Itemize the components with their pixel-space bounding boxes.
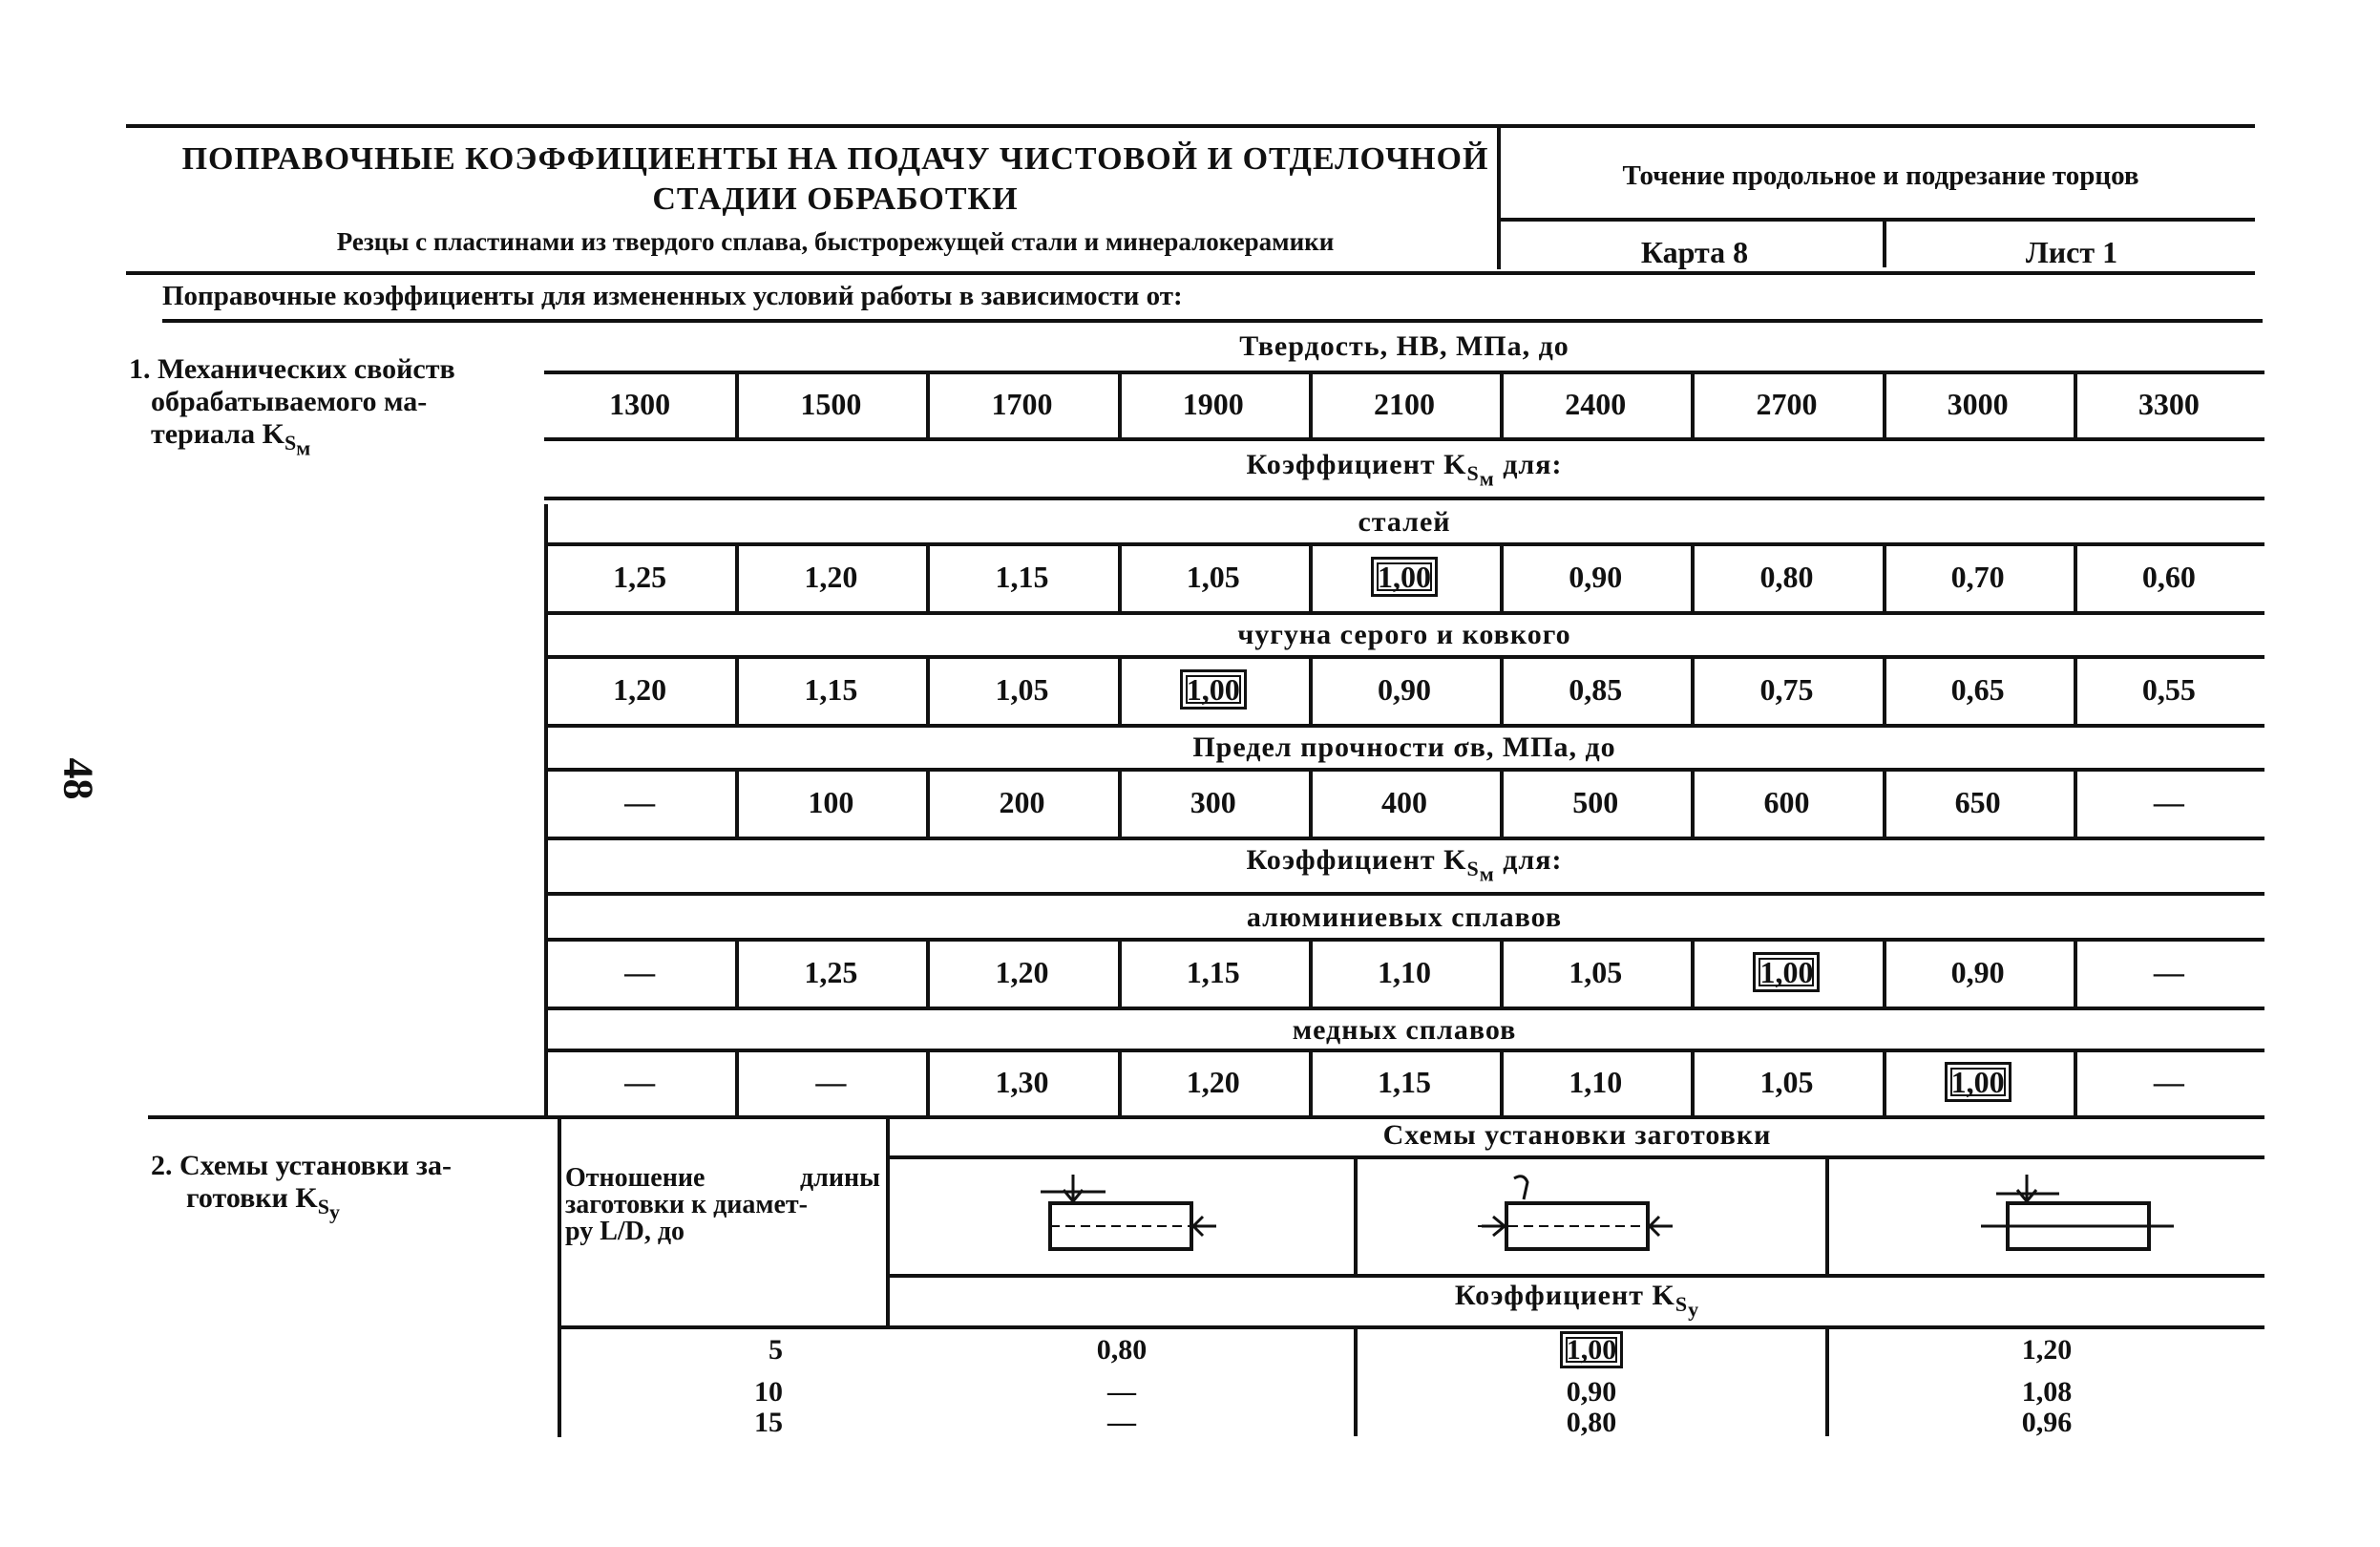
- ksy-row-ld: [668, 1408, 783, 1438]
- ratio-label-line3: ру L/D, до: [565, 1217, 685, 1246]
- scheme-2-diagram: [1468, 1173, 1688, 1259]
- scheme-divider-2: [1825, 1157, 1829, 1274]
- section2-label-line2: готовки $K_{S_у}$: [186, 1182, 340, 1224]
- coef-ksy-bottom-rule: [561, 1325, 2264, 1329]
- ksy-row-s1: [890, 1335, 1354, 1366]
- iron-row-cell: [544, 672, 735, 708]
- aluminum-row-value: 1,00: [1753, 952, 1820, 992]
- header-top-rule: [126, 124, 2255, 128]
- copper-row-value: 1,15: [1377, 1065, 1431, 1099]
- hardness-row-value: 1900: [1182, 387, 1244, 421]
- page-number: 48: [54, 757, 102, 800]
- strength-row-cell: [1118, 785, 1309, 820]
- section2-left-border: [558, 1117, 561, 1437]
- hardness-row-bottom-rule: [544, 437, 2264, 441]
- steels-title: сталей: [1358, 506, 1451, 538]
- ksy-row-s2: [1358, 1335, 1825, 1366]
- ksy-value: 1,00: [1560, 1331, 1624, 1368]
- conditions-note: Поправочные коэффициенты для измененных условий работы в зависимости от:: [162, 281, 1183, 311]
- strength-row-value: 300: [1190, 785, 1236, 819]
- steels-row-value: 1,00: [1371, 557, 1438, 597]
- iron-row-bottom-rule: [544, 724, 2264, 728]
- ksy-row-s2: [1358, 1377, 1825, 1408]
- copper-row-cell: [544, 1065, 735, 1100]
- section1-label-line3: териала $K_{S_м}$: [151, 418, 311, 460]
- hardness-row-value: 2700: [1756, 387, 1818, 421]
- operation-title: Точение продольное и подрезание торцов: [1622, 160, 2139, 191]
- ksy-divider-2: [1825, 1329, 1829, 1436]
- aluminum-row-cell: [1118, 955, 1309, 990]
- iron-row-value: 0,55: [2141, 672, 2196, 707]
- card-divider: [1883, 222, 1886, 267]
- strength-row-value: 650: [1954, 785, 2001, 819]
- ksy-row-s3: [1829, 1335, 2264, 1366]
- hardness-row-cell: [1118, 387, 1309, 422]
- ksy-value: —: [1107, 1407, 1136, 1438]
- iron-row-top-rule: [544, 655, 2264, 659]
- aluminum-row-value: 1,05: [1569, 955, 1623, 989]
- ksy-value: 5: [769, 1334, 783, 1366]
- steels-row-value: 1,20: [804, 560, 858, 594]
- steels-row-cell: [1883, 560, 2074, 595]
- aluminum-row-cell: [1883, 955, 2074, 990]
- aluminum-row-value: 1,25: [804, 955, 858, 989]
- strength-row-cell: [1883, 785, 2074, 820]
- strength-row-value: 200: [999, 785, 1045, 819]
- coef-ksm-title-2: Коэффициент $K_{S_м}$ для:: [1246, 844, 1563, 886]
- copper-row-cell: [1118, 1065, 1309, 1100]
- hardness-row-value: 1500: [800, 387, 862, 421]
- hardness-title: Твердость, НВ, МПа, до: [1239, 330, 1569, 362]
- iron-row-cell: [1883, 672, 2074, 708]
- aluminum-row-value: 1,20: [995, 955, 1049, 989]
- iron-row-value: 0,90: [1377, 672, 1431, 707]
- note-rule: [162, 319, 2263, 323]
- hardness-row-cell: [1691, 387, 1882, 422]
- ksy-value: —: [1107, 1376, 1136, 1408]
- aluminum-row-cell: [1500, 955, 1691, 990]
- steels-row-value: 1,25: [613, 560, 667, 594]
- aluminum-row-value: —: [2153, 955, 2184, 989]
- copper-row-cell: [2074, 1065, 2264, 1100]
- coef-ksm-2-rule: [544, 892, 2264, 896]
- scheme-1-diagram: [1031, 1173, 1222, 1259]
- steels-row-value: 1,05: [1186, 560, 1240, 594]
- copper-row-cell: [1691, 1065, 1882, 1100]
- ksy-row-ld: [668, 1335, 783, 1366]
- ksy-value: 0,96: [2021, 1407, 2073, 1438]
- aluminum-row-cell: [1691, 955, 1882, 990]
- steels-row-value: 0,80: [1759, 560, 1814, 594]
- hardness-row-cell: [1883, 387, 2074, 422]
- coef-ksm-title: Коэффициент $K_{S_м}$ для:: [1246, 449, 1563, 491]
- iron-row-cell: [2074, 672, 2264, 708]
- ksy-value: 15: [754, 1407, 783, 1438]
- iron-row-value: 1,15: [804, 672, 858, 707]
- strength-row-cell: [1691, 785, 1882, 820]
- hardness-row-cell: [1500, 387, 1691, 422]
- strength-row-cell: [2074, 785, 2264, 820]
- aluminum-title: алюминиевых сплавов: [1246, 901, 1563, 933]
- copper-row-value: 1,10: [1569, 1065, 1623, 1099]
- ksy-row-s1: [890, 1408, 1354, 1438]
- aluminum-row-top-rule: [544, 938, 2264, 942]
- iron-row-cell: [1309, 672, 1500, 708]
- steels-row-cell: [1500, 560, 1691, 595]
- aluminum-row-value: —: [624, 955, 656, 989]
- coef-ksy-title: Коэффициент $K_{S_у}$: [1454, 1280, 1700, 1322]
- strength-row-cell: [544, 785, 735, 820]
- copper-row-top-rule: [544, 1049, 2264, 1052]
- steels-row-bottom-rule: [544, 611, 2264, 615]
- hardness-row-cell: [1309, 387, 1500, 422]
- steels-row-cell: [1118, 560, 1309, 595]
- hardness-row-cell: [2074, 387, 2264, 422]
- aluminum-row-value: 0,90: [1950, 955, 2005, 989]
- ksy-value: 1,20: [2021, 1334, 2073, 1366]
- scheme-divider-1: [1354, 1157, 1358, 1274]
- iron-row-cell: [1691, 672, 1882, 708]
- steels-row-cell: [1691, 560, 1882, 595]
- aluminum-row-cell: [926, 955, 1117, 990]
- steels-row-cell: [1309, 560, 1500, 595]
- hardness-row-value: 2100: [1373, 387, 1435, 421]
- copper-row-value: —: [624, 1065, 656, 1099]
- iron-row-cell: [1118, 672, 1309, 708]
- ratio-label-line2: заготовки к диамет-: [565, 1190, 808, 1219]
- strength-row-top-rule: [544, 768, 2264, 772]
- iron-row-value: 0,85: [1569, 672, 1623, 707]
- copper-row-value: —: [815, 1065, 847, 1099]
- section1-left-border: [544, 504, 548, 1115]
- ksy-divider-1: [1354, 1329, 1358, 1436]
- strength-row-cell: [1500, 785, 1691, 820]
- hardness-row-cell: [926, 387, 1117, 422]
- ksy-row-s2: [1358, 1408, 1825, 1438]
- iron-row-value: 0,65: [1950, 672, 2005, 707]
- hardness-row-value: 1300: [609, 387, 671, 421]
- ratio-label: [565, 1165, 880, 1245]
- copper-row-value: —: [2153, 1065, 2184, 1099]
- section1-label-line2: обрабатываемого ма-: [151, 386, 428, 417]
- ratio-label-line1: Отношение длины: [565, 1163, 880, 1193]
- card-label: Карта 8: [1640, 235, 1749, 269]
- iron-row-value: 0,75: [1759, 672, 1814, 707]
- strength-title: Предел прочности σв, МПа, до: [1192, 731, 1616, 763]
- header-subtitle: Резцы с пластинами из твердого сплава, быстрорежущей стали и минералокерамики: [336, 227, 1335, 256]
- steels-row-top-rule: [544, 542, 2264, 546]
- ksy-value: 10: [754, 1376, 783, 1408]
- strength-row-cell: [1309, 785, 1500, 820]
- copper-row-value: 1,00: [1945, 1062, 2011, 1102]
- ksy-value: 0,90: [1566, 1376, 1617, 1408]
- copper-row-cell: [926, 1065, 1117, 1100]
- steels-row-cell: [735, 560, 926, 595]
- strength-row-value: 400: [1380, 785, 1427, 819]
- header-title-line2: СТАДИИ ОБРАБОТКИ: [652, 181, 1019, 217]
- header-title-line1: ПОПРАВОЧНЫЕ КОЭФФИЦИЕНТЫ НА ПОДАЧУ ЧИСТОВОЙ И ОТДЕЛОЧНОЙ: [181, 141, 1489, 177]
- operation-rule: [1501, 218, 2255, 222]
- copper-row-cell: [1309, 1065, 1500, 1100]
- coef-ksm-rule: [544, 497, 2264, 500]
- iron-row-cell: [735, 672, 926, 708]
- steels-row-cell: [926, 560, 1117, 595]
- hardness-row-top-rule: [544, 371, 2264, 374]
- aluminum-row-cell: [2074, 955, 2264, 990]
- ksy-value: 0,80: [1096, 1334, 1148, 1366]
- iron-row-cell: [1500, 672, 1691, 708]
- aluminum-row-cell: [544, 955, 735, 990]
- hardness-row-value: 2400: [1565, 387, 1627, 421]
- section1-label-line1: 1. Механических свойств: [129, 353, 455, 385]
- strength-row-value: —: [2153, 785, 2184, 819]
- aluminum-row-value: 1,10: [1377, 955, 1431, 989]
- strength-row-cell: [926, 785, 1117, 820]
- iron-row-value: 1,05: [995, 672, 1049, 707]
- section2-label-line1: 2. Схемы установки за-: [151, 1150, 452, 1181]
- ksy-value: 1,08: [2021, 1376, 2073, 1408]
- ksy-row-s3: [1829, 1377, 2264, 1408]
- schemes-title: Схемы установки заготовки: [1382, 1119, 1772, 1151]
- hardness-row-cell: [544, 387, 735, 422]
- strength-row-cell: [735, 785, 926, 820]
- copper-row-cell: [735, 1065, 926, 1100]
- hardness-row-cell: [735, 387, 926, 422]
- coef-ksy-top-rule: [890, 1274, 2264, 1278]
- copper-row-value: 1,30: [995, 1065, 1049, 1099]
- iron-title: чугуна серого и ковкого: [1237, 619, 1571, 650]
- steels-row-value: 0,60: [2141, 560, 2196, 594]
- hardness-row-value: 3000: [1947, 387, 2009, 421]
- strength-row-bottom-rule: [544, 837, 2264, 840]
- strength-row-value: 500: [1572, 785, 1619, 819]
- scheme-3-diagram: [1971, 1173, 2181, 1259]
- copper-row-cell: [1500, 1065, 1691, 1100]
- aluminum-row-value: 1,15: [1186, 955, 1240, 989]
- copper-row-value: 1,20: [1186, 1065, 1240, 1099]
- strength-row-value: 100: [808, 785, 854, 819]
- strength-row-value: —: [624, 785, 656, 819]
- iron-row-value: 1,00: [1180, 669, 1247, 710]
- sheet-label: Лист 1: [2025, 235, 2118, 269]
- steels-row-cell: [2074, 560, 2264, 595]
- copper-row-cell: [1883, 1065, 2074, 1100]
- header-bottom-rule: [126, 271, 2255, 275]
- steels-row-value: 0,90: [1569, 560, 1623, 594]
- copper-title: медных сплавов: [1292, 1014, 1517, 1046]
- aluminum-row-cell: [1309, 955, 1500, 990]
- strength-row-value: 600: [1763, 785, 1810, 819]
- copper-row-value: 1,05: [1759, 1065, 1814, 1099]
- aluminum-row-bottom-rule: [544, 1007, 2264, 1010]
- iron-row-cell: [926, 672, 1117, 708]
- ksy-row-ld: [668, 1377, 783, 1408]
- steels-row-value: 1,15: [995, 560, 1049, 594]
- ksy-row-s1: [890, 1377, 1354, 1408]
- iron-row-value: 1,20: [613, 672, 667, 707]
- header-divider: [1497, 126, 1501, 269]
- steels-row-value: 0,70: [1950, 560, 2005, 594]
- hardness-row-value: 3300: [2138, 387, 2200, 421]
- aluminum-row-cell: [735, 955, 926, 990]
- steels-row-cell: [544, 560, 735, 595]
- ksy-row-s3: [1829, 1408, 2264, 1438]
- schemes-rule: [890, 1155, 2264, 1159]
- ksy-value: 0,80: [1566, 1407, 1617, 1438]
- hardness-row-value: 1700: [991, 387, 1053, 421]
